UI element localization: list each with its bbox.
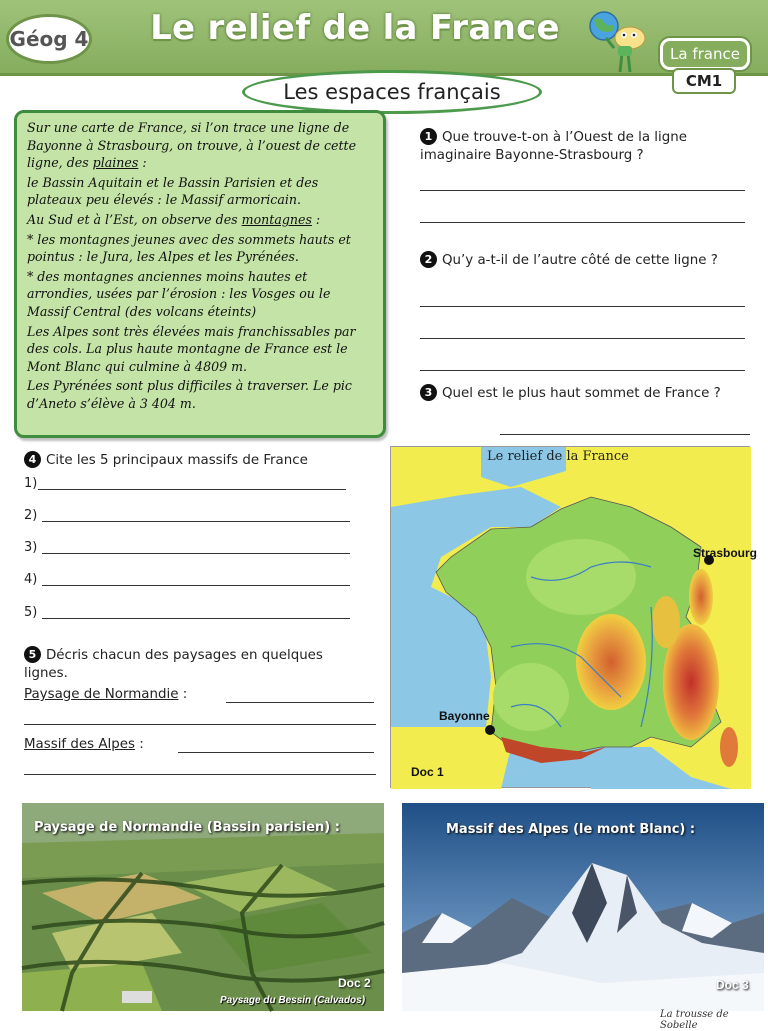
- question-3: [420, 384, 755, 403]
- question-text: Qu’y a-t-il de l’autre côté de cette ligne ?: [442, 253, 718, 268]
- lesson-text: Sur une carte de France, si l’on trace une ligne de Bayonne à Strasbourg, on trouve, à l’ouest de cette ligne, des: [27, 120, 357, 171]
- lesson-text: Au Sud et à l’Est, on observe des: [27, 211, 242, 227]
- list-number: 2): [24, 508, 38, 523]
- answer-line[interactable]: [42, 521, 350, 522]
- answer-line[interactable]: [42, 553, 350, 554]
- question-text: Cite les 5 principaux massifs de France: [46, 453, 308, 468]
- keyword-montagnes: montagnes: [241, 211, 312, 227]
- map-graphic: [391, 447, 751, 789]
- list-number: 3): [24, 540, 38, 555]
- photo-title: Paysage de Normandie (Bassin parisien) :: [34, 820, 340, 835]
- question-number: 4: [24, 451, 41, 468]
- lesson-paragraph-2: le Bassin Aquitain et le Bassin Parisien et des plateaux peu élevés : le Massif armoricain.: [27, 174, 319, 208]
- lesson-paragraph-6: Les Alpes sont très élevées mais franchissables par des cols. La plus haute montagne de France est le Mont Blanc qui culmine à 4809 m.: [27, 323, 356, 374]
- question-number: 1: [420, 128, 437, 145]
- photo-normandie: [22, 803, 384, 1011]
- field-label-colon: :: [178, 687, 188, 702]
- question-5: [24, 646, 354, 683]
- field-label-colon: :: [134, 737, 144, 752]
- question-text: Quel est le plus haut sommet de France ?: [442, 386, 721, 401]
- answer-line[interactable]: [500, 434, 750, 435]
- section-subtitle: Les espaces français: [242, 70, 542, 114]
- level-badge: CM1: [672, 68, 736, 94]
- relief-map: [390, 446, 758, 788]
- answer-line[interactable]: [24, 774, 376, 775]
- map-label-bayonne: Bayonne: [439, 709, 490, 723]
- answer-line[interactable]: [226, 702, 374, 703]
- answer-line[interactable]: [420, 338, 745, 339]
- map-title: Le relief de la France: [487, 449, 629, 464]
- photo-alpes: [402, 803, 764, 1011]
- answer-line[interactable]: [420, 306, 745, 307]
- lesson-text: :: [311, 211, 321, 227]
- question-1: [420, 128, 755, 165]
- answer-line[interactable]: [420, 222, 745, 223]
- answer-line[interactable]: [38, 489, 346, 490]
- lesson-paragraph-7: Les Pyrénées sont plus difficiles à traverser. Le pic d’Aneto s’élève à 3 404 m.: [27, 378, 352, 411]
- question-text: Décris chacun des paysages en quelques lignes.: [24, 648, 323, 681]
- question-2: [420, 251, 755, 270]
- question-4: [24, 451, 384, 470]
- field-label-text: Paysage de Normandie: [24, 687, 179, 702]
- answer-line[interactable]: [42, 618, 350, 619]
- globe-character-icon: [584, 8, 648, 74]
- doc-label: Doc 1: [411, 765, 444, 779]
- question-number: 5: [24, 646, 41, 663]
- photo-title: Massif des Alpes (le mont Blanc) :: [446, 822, 696, 837]
- author-credit: La trousse de Sobelle: [660, 1009, 729, 1031]
- answer-line[interactable]: [420, 370, 745, 371]
- lesson-text: :: [138, 155, 147, 171]
- question-number: 3: [420, 384, 437, 401]
- list-number: 4): [24, 572, 38, 587]
- photo-caption: Paysage du Bessin (Calvados): [220, 995, 366, 1006]
- answer-line[interactable]: [42, 585, 350, 586]
- answer-line[interactable]: [24, 724, 376, 725]
- answer-line[interactable]: [420, 190, 745, 191]
- lesson-paragraph-3: [27, 211, 375, 229]
- answer-line[interactable]: [178, 752, 374, 753]
- doc-label: Doc 3: [716, 978, 749, 992]
- field-label-text: Massif des Alpes: [24, 737, 135, 752]
- keyword-plaines: plaines: [92, 155, 139, 171]
- lesson-box: [14, 110, 386, 438]
- doc-label: Doc 2: [338, 976, 371, 990]
- list-number: 1): [24, 476, 38, 491]
- theme-tab: La france: [660, 38, 750, 70]
- question-text: Que trouve-t-on à l’Ouest de la ligne imaginaire Bayonne-Strasbourg ?: [420, 130, 687, 163]
- map-label-strasbourg: Strasbourg: [693, 546, 758, 560]
- lesson-paragraph-1: [27, 119, 375, 172]
- question-number: 2: [420, 251, 437, 268]
- list-number: 5): [24, 605, 38, 620]
- page-title: Le relief de la France: [150, 8, 560, 48]
- lesson-paragraph-5: * des montagnes anciennes moins hautes et arrondies, usées par l’érosion : les Vosges ou le Massif Central (des volcans éteints): [27, 268, 331, 319]
- subject-badge: Géog 4: [6, 14, 92, 64]
- lesson-paragraph-4: * les montagnes jeunes avec des sommets hauts et pointus : le Jura, les Alpes et les Pyrénées.: [27, 231, 351, 265]
- field-label-normandie: [24, 687, 187, 702]
- field-label-alpes: [24, 737, 144, 752]
